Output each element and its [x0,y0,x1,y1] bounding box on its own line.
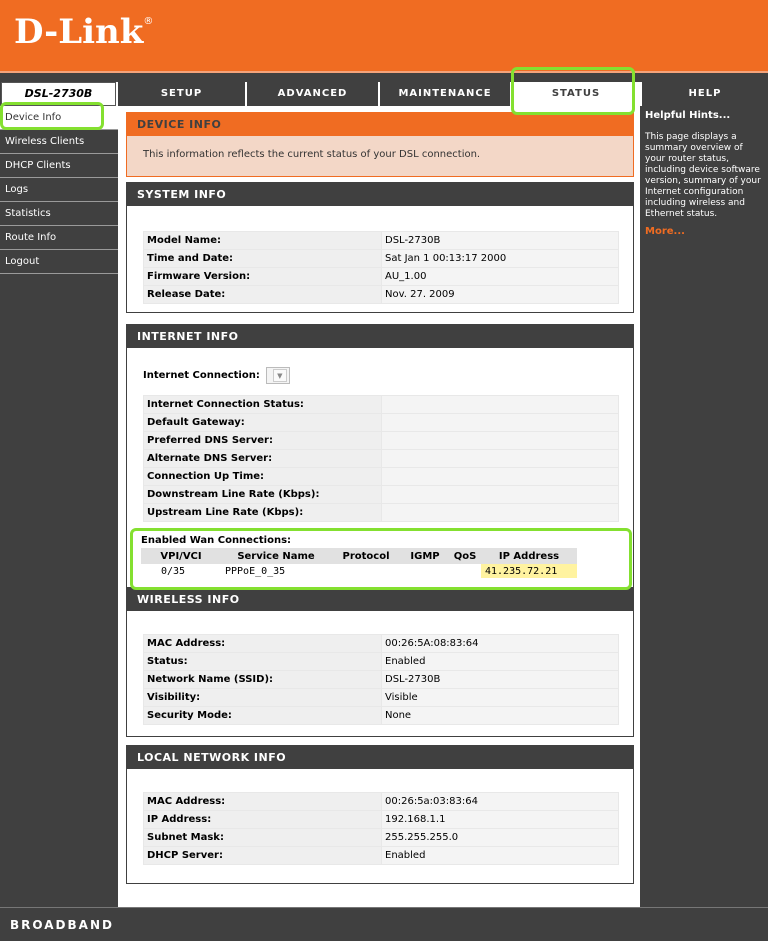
table-row [144,689,618,706]
internet-info-title: INTERNET INFO [127,325,633,348]
row-value: 255.255.255.0 [382,829,618,846]
row-label: Preferred DNS Server: [144,432,381,449]
help-more-link[interactable]: More... [645,226,685,237]
column-header: Service Name [221,548,331,564]
brand-header [0,0,768,73]
row-label: Default Gateway: [144,414,381,431]
system-info-box [126,182,634,313]
row-label: Upstream Line Rate (Kbps): [144,504,381,521]
table-row [144,671,618,688]
internet-connection-select[interactable] [266,367,290,384]
row-label: MAC Address: [144,793,381,810]
row-label: Firmware Version: [144,268,381,285]
row-value: Nov. 27. 2009 [382,286,618,303]
help-text: This page displays a summary overview of your router status, including device software version, summary of your Internet configuration including wireless and Ethernet status. [645,132,761,219]
row-label: Connection Up Time: [144,468,381,485]
table-row [144,450,618,467]
row-value [382,414,618,431]
row-value: 00:26:5A:08:83:64 [382,635,618,652]
table-row [144,829,618,846]
table-row [144,504,618,521]
table-row [144,286,618,303]
table-row [144,707,618,724]
internet-info-table [143,395,619,522]
row-value: Visible [382,689,618,706]
table-row [144,250,618,267]
wireless-info-box [126,587,634,737]
row-label: Security Mode: [144,707,381,724]
device-info-title: DEVICE INFO [127,113,633,136]
table-row [144,486,618,503]
row-value [382,396,618,413]
column-header: Protocol [331,548,401,564]
local-network-info-table [143,792,619,865]
row-label: Network Name (SSID): [144,671,381,688]
table-row [144,653,618,670]
sidebar-item-statistics[interactable]: Statistics [0,202,118,226]
row-label: Internet Connection Status: [144,396,381,413]
wan-service-name: PPPoE_0_35 [225,565,286,577]
help-title: Helpful Hints... [645,110,731,121]
row-value: None [382,707,618,724]
device-info-box [126,112,634,177]
system-info-table [143,231,619,304]
table-row [144,635,618,652]
row-value: Enabled [382,847,618,864]
row-label: Time and Date: [144,250,381,267]
wireless-info-table [143,634,619,725]
table-row [144,414,618,431]
internet-connection-row [143,367,290,384]
table-row [144,468,618,485]
table-row [144,396,618,413]
wan-igmp [401,564,449,578]
wan-qos [449,564,481,578]
row-value: Enabled [382,653,618,670]
row-value [382,504,618,521]
wan-protocol [331,564,401,578]
system-info-title: SYSTEM INFO [127,183,633,206]
row-label: Downstream Line Rate (Kbps): [144,486,381,503]
internet-connection-label: Internet Connection: [143,370,260,381]
table-row [144,432,618,449]
main-content [118,106,640,907]
table-row [144,268,618,285]
row-value: 00:26:5a:03:83:64 [382,793,618,810]
column-header: VPI/VCI [141,548,221,564]
top-nav [0,76,768,106]
row-value [382,468,618,485]
table-row [141,564,577,578]
tab-maintenance[interactable]: MAINTENANCE [378,82,510,106]
table-header-row [141,548,577,564]
footer-broadband: BROADBAND [0,907,768,941]
row-value: Sat Jan 1 00:13:17 2000 [382,250,618,267]
table-row [144,811,618,828]
tab-status[interactable]: STATUS [510,82,640,106]
tab-setup[interactable]: SETUP [116,82,245,106]
row-label: IP Address: [144,811,381,828]
sidebar-item-logout[interactable]: Logout [0,250,118,274]
row-label: Alternate DNS Server: [144,450,381,467]
table-row [144,847,618,864]
row-label: Model Name: [144,232,381,249]
device-info-description: This information reflects the current status of your DSL connection. [143,149,481,160]
row-label: Visibility: [144,689,381,706]
wan-connections-title: Enabled Wan Connections: [141,535,292,546]
row-value: DSL-2730B [382,671,618,688]
column-header: QoS [449,548,481,564]
sidebar-item-logs[interactable]: Logs [0,178,118,202]
row-value: DSL-2730B [382,232,618,249]
local-network-info-title: LOCAL NETWORK INFO [127,746,633,769]
wan-vpivci: 0/35 [161,565,186,577]
row-value [382,486,618,503]
row-value [382,450,618,467]
row-value: 192.168.1.1 [382,811,618,828]
row-label: Status: [144,653,381,670]
dlink-logo: D-Link® [14,12,154,52]
tab-advanced[interactable]: ADVANCED [245,82,378,106]
wan-connections [141,535,577,578]
table-row [144,232,618,249]
sidebar-item-dhcp-clients[interactable]: DHCP Clients [0,154,118,178]
chevron-down-icon: ▼ [273,369,287,382]
row-label: DHCP Server: [144,847,381,864]
table-row [144,793,618,810]
model-name-tab: DSL-2730B [1,82,116,106]
local-network-info-box [126,745,634,884]
column-header: IP Address [481,548,577,564]
internet-info-box [126,324,634,592]
row-label: Subnet Mask: [144,829,381,846]
sidebar-item-device-info[interactable]: Device Info [0,106,118,130]
column-header: IGMP [401,548,449,564]
row-value [382,432,618,449]
tab-help[interactable]: HELP [640,82,768,106]
sidebar-item-route-info[interactable]: Route Info [0,226,118,250]
wan-ip-address: 41.235.72.21 [481,564,577,578]
row-value: AU_1.00 [382,268,618,285]
sidebar-item-wireless-clients[interactable]: Wireless Clients [0,130,118,154]
help-panel [640,106,768,243]
wireless-info-title: WIRELESS INFO [127,588,633,611]
sidebar [0,106,118,274]
row-label: Release Date: [144,286,381,303]
wan-connections-table [141,548,577,578]
row-label: MAC Address: [144,635,381,652]
